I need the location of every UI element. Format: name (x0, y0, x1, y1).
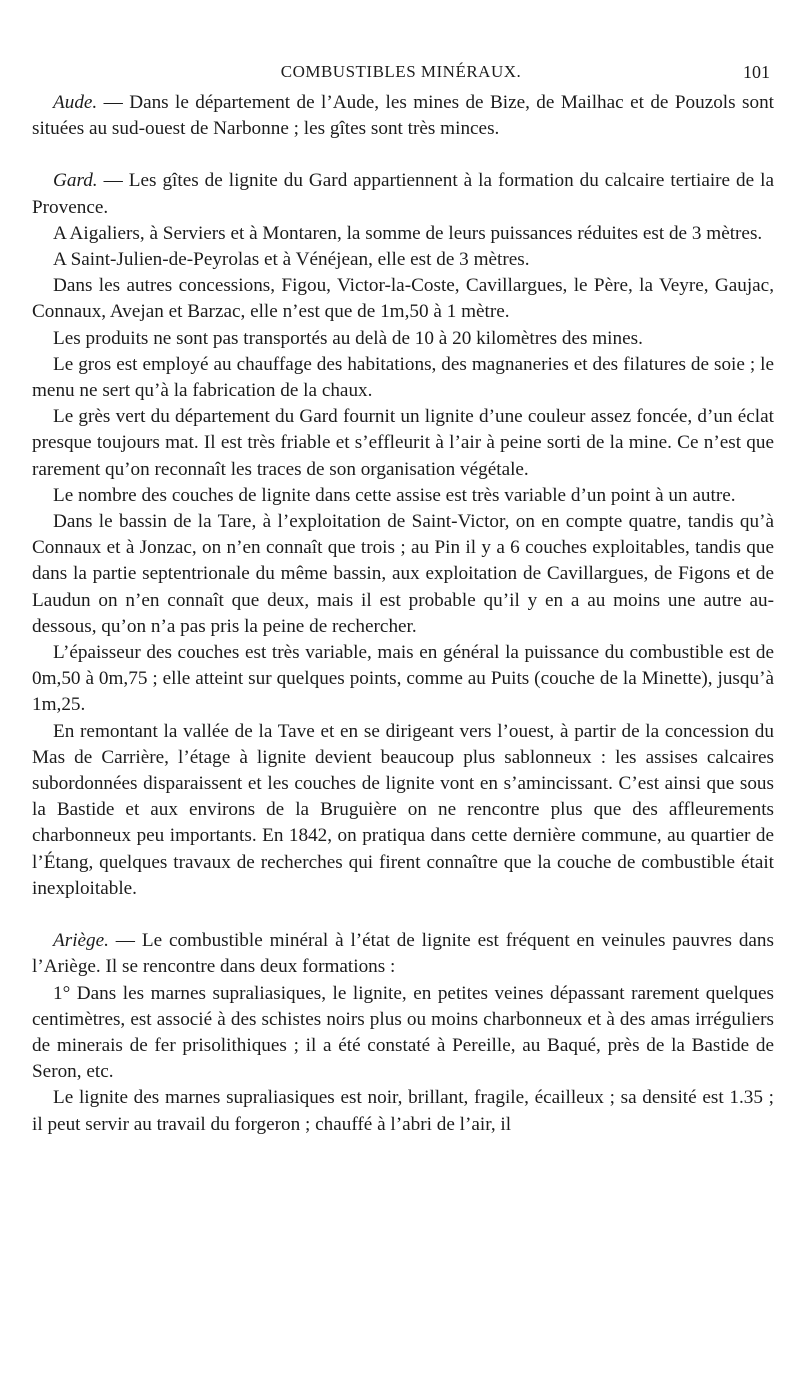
section-lead-aude: Aude. (53, 92, 98, 113)
paragraph: L’épaisseur des couches est très variable, mais en général la puissance du combustible est de 0m,50 à 0m,75 ; elle atteint sur quelques points, comme au Puits (couche de la Minette), jusqu’à 1m,25. (32, 642, 774, 716)
paragraph: A Saint-Julien-de-Peyrolas et à Vénéjean, elle est de 3 mètres. (53, 249, 530, 271)
section-lead-gard: Gard. (53, 170, 98, 192)
paragraph: 1° Dans les marnes supraliasiques, le lignite, en petites veines dépassant rarement quelques centimètres, est associé à des schistes noirs plus ou moins charbonneux et à des amas irréguliers de minerais de fer prisolithiques ; il a été constaté à Pereille, au Baqué, près de la Bastide de Seron, etc. (32, 982, 774, 1083)
paragraph: Dans les autres concessions, Figou, Victor-la-Coste, Cavillargues, le Père, la Veyre, Gaujac, Connaux, Avejan et Barzac, elle n’est que de 1m,50 à 1 mètre. (32, 275, 774, 323)
page-number: 101 (743, 62, 770, 82)
paragraph: Le nombre des couches de lignite dans cette assise est très variable d’un point à un autre. (53, 484, 736, 506)
paragraph: Les produits ne sont pas transportés au delà de 10 à 20 kilomètres des mines. (53, 327, 643, 349)
paragraph-aude (32, 90, 774, 142)
running-title: COMBUSTIBLES MINÉRAUX. (280, 62, 522, 81)
body-text (32, 90, 774, 1138)
running-head (28, 62, 774, 86)
paragraph: A Aigaliers, à Serviers et à Montaren, la somme de leurs puissances réduites est de 3 mètres. (53, 222, 763, 244)
paragraph: Le gros est employé au chauffage des habitations, des magnaneries et des filatures de soie ; le menu ne sert qu’à la fabrication de la chaux. (32, 353, 774, 402)
paragraph: Le grès vert du département du Gard fournit un lignite d’une couleur assez foncée, d’un éclat presque toujours mat. Il est très friable et s’effleurit à l’air à peine sorti de la mine. Ce n’est que rarement qu’on reconnaît les traces de son organisation végétale. (32, 406, 774, 480)
section-lead-ariege: Ariège. (53, 930, 109, 952)
paragraph-text: — Le combustible minéral à l’état de lignite est fréquent en veinules pauvres dans l’Ariège. Il se rencontre dans deux formations : (32, 930, 774, 978)
paragraph-text: — Dans le département de l’Aude, les mines de Bize, de Mailhac et de Pouzols sont situées au sud-ouest de Narbonne ; les gîtes sont très minces. (32, 92, 774, 140)
paragraph-gard (32, 168, 774, 220)
paragraph-ariege (32, 928, 774, 980)
paragraph: Le lignite des marnes supraliasiques est noir, brillant, fragile, écailleux ; sa densité est 1.35 ; il peut servir au travail du forgeron ; chauffé à l’abri de l’air, il (32, 1087, 774, 1135)
book-page (28, 0, 774, 1375)
paragraph: En remontant la vallée de la Tave et en se dirigeant vers l’ouest, à partir de la concession du Mas de Carrière, l’étage à lignite devient beaucoup plus sablonneux : les assises calcaires subordonnées disparaissent et les couches de lignite vont en s’amincissant. C’est ainsi que sous la Bastide et aux environs de la Bruguière on ne rencontre plus que des affleurements charbonneux peu importants. En 1842, on pratiqua dans cette dernière commune, au quartier de l’Étang, quelques travaux de recherches qui firent connaître que la couche de combustible était inexploitable. (32, 720, 774, 899)
paragraph: Dans le bassin de la Tare, à l’exploitation de Saint-Victor, on en compte quatre, tandis qu’à Connaux et à Jonzac, on n’en connaît que trois ; au Pin il y a 6 couches exploitables, tandis que dans la partie septentrionale du même bassin, aux exploitation de Cavillargues, de Figons et de Laudun on n’en connaît que deux, mais il est probable qu’il y en a au moins une autre au-dessous, qu’on n’a pas pris la peine de rechercher. (32, 511, 774, 637)
paragraph-text: — Les gîtes de lignite du Gard appartiennent à la formation du calcaire tertiaire de la Provence. (32, 170, 774, 218)
